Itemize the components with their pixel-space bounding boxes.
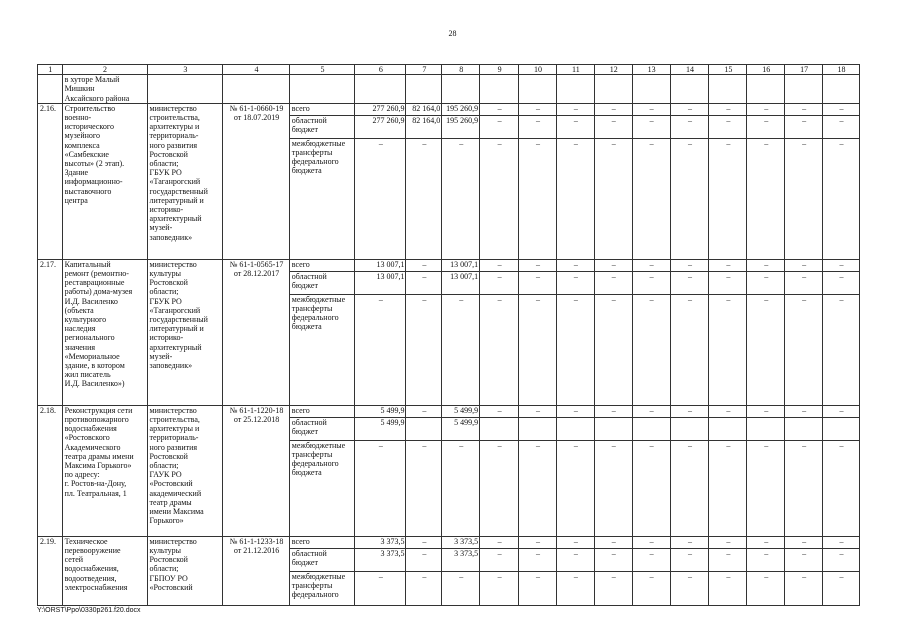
amount-cell: –: [823, 294, 860, 405]
funding-source: областной бюджет: [289, 548, 355, 571]
table-row: [38, 259, 860, 271]
entry-number: 2.16.: [38, 103, 63, 259]
amount-cell: –: [709, 536, 747, 548]
amount-cell: –: [709, 440, 747, 536]
amount-cell: –: [556, 115, 594, 138]
object-name: Техническое перевооружение сетей водоснабжения, водоотведения, электроснабжения: [62, 536, 147, 605]
column-number: 13: [632, 65, 670, 75]
amount-cell: –: [823, 115, 860, 138]
column-number: 9: [480, 65, 519, 75]
amount-cell: –: [709, 294, 747, 405]
amount-cell: –: [519, 571, 557, 605]
amount-cell: –: [519, 271, 557, 294]
amount-cell: –: [519, 405, 557, 417]
column-number: 6: [355, 65, 406, 75]
amount-cell: 82 164,0: [406, 103, 442, 115]
amount-cell: –: [785, 259, 823, 271]
amount-cell: –: [355, 571, 406, 605]
responsible-org: министерство культуры Ростовской области; ГБУК РО «Таганрогский государственный литературный и историко- архитектурный музей- заповедник»: [147, 259, 223, 405]
amount-cell: 3 373,5: [355, 536, 406, 548]
amount-cell: –: [747, 271, 785, 294]
amount-cell: –: [480, 138, 519, 259]
amount-cell: –: [785, 138, 823, 259]
amount-cell: –: [556, 548, 594, 571]
amount-cell: –: [785, 405, 823, 417]
funding-source: областной бюджет: [289, 417, 355, 440]
amount-cell: –: [480, 440, 519, 536]
amount-cell: –: [594, 294, 632, 405]
amount-cell: 13 007,1: [442, 259, 480, 271]
amount-cell: 13 007,1: [355, 271, 406, 294]
amount-cell: –: [632, 440, 670, 536]
amount-cell: 277 260,9: [355, 115, 406, 138]
amount-cell: –: [747, 536, 785, 548]
amount-cell: 5 499,9: [355, 405, 406, 417]
column-number: 8: [442, 65, 480, 75]
amount-cell: –: [480, 259, 519, 271]
funding-source: областной бюджет: [289, 115, 355, 138]
amount-cell: –: [406, 440, 442, 536]
amount-cell: –: [785, 536, 823, 548]
amount-cell: –: [785, 271, 823, 294]
amount-cell: –: [747, 548, 785, 571]
amount-cell: –: [785, 294, 823, 405]
budget-table: [37, 64, 860, 606]
amount-cell: –: [406, 138, 442, 259]
amount-cell: –: [823, 103, 860, 115]
amount-cell: –: [747, 405, 785, 417]
amount-cell: [556, 417, 594, 440]
amount-cell: –: [406, 536, 442, 548]
amount-cell: –: [785, 115, 823, 138]
amount-cell: –: [556, 103, 594, 115]
amount-cell: –: [823, 571, 860, 605]
entry-number: 2.19.: [38, 536, 63, 605]
amount-cell: –: [632, 259, 670, 271]
amount-cell: 277 260,9: [355, 103, 406, 115]
amount-cell: –: [632, 271, 670, 294]
column-number: 18: [823, 65, 860, 75]
amount-cell: –: [709, 259, 747, 271]
amount-cell: –: [823, 548, 860, 571]
amount-cell: [480, 417, 519, 440]
amount-cell: –: [556, 271, 594, 294]
amount-cell: –: [442, 440, 480, 536]
amount-cell: –: [632, 138, 670, 259]
amount-cell: –: [519, 294, 557, 405]
object-name: Реконструкция сети противопожарного водоснабжения «Ростовского Академического театра драмы имени Максима Горького» по адресу: г. Ростов-на-Дону, пл. Театральная, 1: [62, 405, 147, 536]
amount-cell: 5 499,9: [442, 405, 480, 417]
column-number: 2: [62, 65, 147, 75]
amount-cell: 3 373,5: [442, 548, 480, 571]
amount-cell: –: [594, 548, 632, 571]
amount-cell: –: [823, 440, 860, 536]
funding-source: областной бюджет: [289, 271, 355, 294]
amount-cell: –: [556, 294, 594, 405]
responsible-org: министерство строительства, архитектуры и территориаль- ного развития Ростовской области; ГБУК РО «Таганрогский государственный литературный и историко- архитектурный музей- заповедник»: [147, 103, 223, 259]
amount-cell: 13 007,1: [355, 259, 406, 271]
amount-cell: –: [406, 294, 442, 405]
amount-cell: –: [632, 294, 670, 405]
amount-cell: [406, 417, 442, 440]
column-number: 7: [406, 65, 442, 75]
amount-cell: –: [747, 138, 785, 259]
funding-source: межбюджетные трансферты федерального: [289, 571, 355, 605]
amount-cell: –: [519, 115, 557, 138]
amount-cell: –: [480, 294, 519, 405]
funding-source: межбюджетные трансферты федерального бюджета: [289, 440, 355, 536]
amount-cell: –: [670, 536, 709, 548]
amount-cell: –: [709, 115, 747, 138]
amount-cell: –: [823, 536, 860, 548]
amount-cell: –: [823, 138, 860, 259]
amount-cell: –: [785, 103, 823, 115]
column-number: 10: [519, 65, 557, 75]
table-row: [38, 405, 860, 417]
amount-cell: –: [670, 294, 709, 405]
amount-cell: –: [519, 259, 557, 271]
amount-cell: –: [406, 405, 442, 417]
amount-cell: –: [594, 440, 632, 536]
amount-cell: –: [632, 103, 670, 115]
amount-cell: –: [709, 405, 747, 417]
amount-cell: –: [442, 571, 480, 605]
amount-cell: –: [670, 103, 709, 115]
amount-cell: –: [594, 571, 632, 605]
amount-cell: [519, 417, 557, 440]
column-number: 17: [785, 65, 823, 75]
amount-cell: [632, 417, 670, 440]
amount-cell: –: [785, 571, 823, 605]
amount-cell: –: [823, 271, 860, 294]
object-name: Строительство военно- исторического музейного комплекса «Самбекские высоты» (2 этап). Здание информационно- выставочного центра: [62, 103, 147, 259]
funding-source: всего: [289, 103, 355, 115]
approval-document: № 61-1-0660-19 от 18.07.2019: [223, 103, 290, 259]
amount-cell: –: [709, 271, 747, 294]
entry-number: 2.17.: [38, 259, 63, 405]
amount-cell: –: [632, 548, 670, 571]
amount-cell: –: [632, 536, 670, 548]
approval-document: № 61-1-0565-17 от 28.12.2017: [223, 259, 290, 405]
amount-cell: –: [747, 294, 785, 405]
amount-cell: –: [670, 138, 709, 259]
amount-cell: [594, 417, 632, 440]
amount-cell: –: [556, 571, 594, 605]
file-path-footer: Y:\ORST\Ppo\0330p261.f20.docx: [37, 607, 141, 614]
amount-cell: [747, 417, 785, 440]
table-row: [38, 103, 860, 115]
amount-cell: –: [785, 440, 823, 536]
amount-cell: –: [594, 138, 632, 259]
amount-cell: –: [442, 138, 480, 259]
amount-cell: –: [480, 405, 519, 417]
funding-source: межбюджетные трансферты федерального бюджета: [289, 138, 355, 259]
amount-cell: 3 373,5: [442, 536, 480, 548]
amount-cell: –: [632, 571, 670, 605]
responsible-org: министерство культуры Ростовской области; ГБПОУ РО «Ростовский: [147, 536, 223, 605]
amount-cell: [785, 417, 823, 440]
amount-cell: –: [670, 115, 709, 138]
amount-cell: –: [632, 115, 670, 138]
funding-source: всего: [289, 536, 355, 548]
responsible-org: министерство строительства, архитектуры и территориаль- ного развития Ростовской области; ГАУК РО «Ростовский академический театр драмы имени Максима Горького»: [147, 405, 223, 536]
amount-cell: 195 260,9: [442, 115, 480, 138]
amount-cell: –: [594, 103, 632, 115]
column-number: 12: [594, 65, 632, 75]
amount-cell: 3 373,5: [355, 548, 406, 571]
column-number: 16: [747, 65, 785, 75]
amount-cell: –: [480, 115, 519, 138]
amount-cell: –: [670, 259, 709, 271]
amount-cell: –: [709, 138, 747, 259]
amount-cell: –: [480, 571, 519, 605]
funding-source: всего: [289, 259, 355, 271]
table-body: [38, 65, 860, 606]
amount-cell: –: [480, 548, 519, 571]
amount-cell: –: [594, 115, 632, 138]
column-number: 5: [289, 65, 355, 75]
amount-cell: –: [556, 405, 594, 417]
amount-cell: –: [709, 103, 747, 115]
amount-cell: –: [670, 405, 709, 417]
amount-cell: –: [670, 548, 709, 571]
amount-cell: –: [747, 571, 785, 605]
amount-cell: –: [442, 294, 480, 405]
amount-cell: 82 164,0: [406, 115, 442, 138]
amount-cell: –: [709, 571, 747, 605]
amount-cell: –: [556, 536, 594, 548]
column-number: 15: [709, 65, 747, 75]
amount-cell: –: [355, 440, 406, 536]
amount-cell: –: [709, 548, 747, 571]
approval-document: № 61-1-1233-18 от 21.12.2016: [223, 536, 290, 605]
column-number: 11: [556, 65, 594, 75]
column-number: 4: [223, 65, 290, 75]
amount-cell: –: [480, 536, 519, 548]
continuation-row: [38, 75, 860, 104]
object-name: Капитальный ремонт (ремонтно- реставрационные работы) дома-музея И.Д. Василенко (объекта культурного наследия регионального значения «Мемориальное здание, в котором жил писатель И.Д. Василенко»): [62, 259, 147, 405]
entry-number: 2.18.: [38, 405, 63, 536]
amount-cell: –: [670, 271, 709, 294]
amount-cell: 5 499,9: [442, 417, 480, 440]
approval-document: № 61-1-1220-18 от 25.12.2018: [223, 405, 290, 536]
amount-cell: –: [747, 115, 785, 138]
amount-cell: [823, 417, 860, 440]
amount-cell: –: [406, 571, 442, 605]
funding-source: всего: [289, 405, 355, 417]
table-row: [38, 536, 860, 548]
amount-cell: [670, 417, 709, 440]
amount-cell: –: [594, 405, 632, 417]
amount-cell: –: [747, 103, 785, 115]
amount-cell: 13 007,1: [442, 271, 480, 294]
amount-cell: –: [519, 440, 557, 536]
column-number: 1: [38, 65, 63, 75]
amount-cell: –: [556, 259, 594, 271]
amount-cell: 5 499,9: [355, 417, 406, 440]
amount-cell: –: [355, 294, 406, 405]
continuation-text: в хуторе Малый Мишкин Аксайского района: [62, 75, 147, 104]
amount-cell: –: [355, 138, 406, 259]
amount-cell: –: [406, 271, 442, 294]
amount-cell: –: [632, 405, 670, 417]
column-number: 3: [147, 65, 223, 75]
amount-cell: –: [594, 536, 632, 548]
column-number: 14: [670, 65, 709, 75]
amount-cell: –: [747, 440, 785, 536]
amount-cell: –: [480, 103, 519, 115]
amount-cell: –: [519, 548, 557, 571]
amount-cell: –: [747, 259, 785, 271]
amount-cell: –: [670, 440, 709, 536]
amount-cell: –: [594, 259, 632, 271]
amount-cell: –: [406, 548, 442, 571]
amount-cell: –: [785, 548, 823, 571]
amount-cell: –: [823, 259, 860, 271]
column-number-row: [38, 65, 860, 75]
amount-cell: –: [670, 571, 709, 605]
amount-cell: 195 260,9: [442, 103, 480, 115]
amount-cell: –: [406, 259, 442, 271]
amount-cell: –: [594, 271, 632, 294]
funding-source: межбюджетные трансферты федерального бюджета: [289, 294, 355, 405]
amount-cell: –: [480, 271, 519, 294]
amount-cell: –: [519, 138, 557, 259]
amount-cell: –: [519, 103, 557, 115]
amount-cell: [709, 417, 747, 440]
amount-cell: –: [519, 536, 557, 548]
amount-cell: –: [556, 440, 594, 536]
page-number: 28: [448, 29, 457, 38]
amount-cell: –: [823, 405, 860, 417]
amount-cell: –: [556, 138, 594, 259]
